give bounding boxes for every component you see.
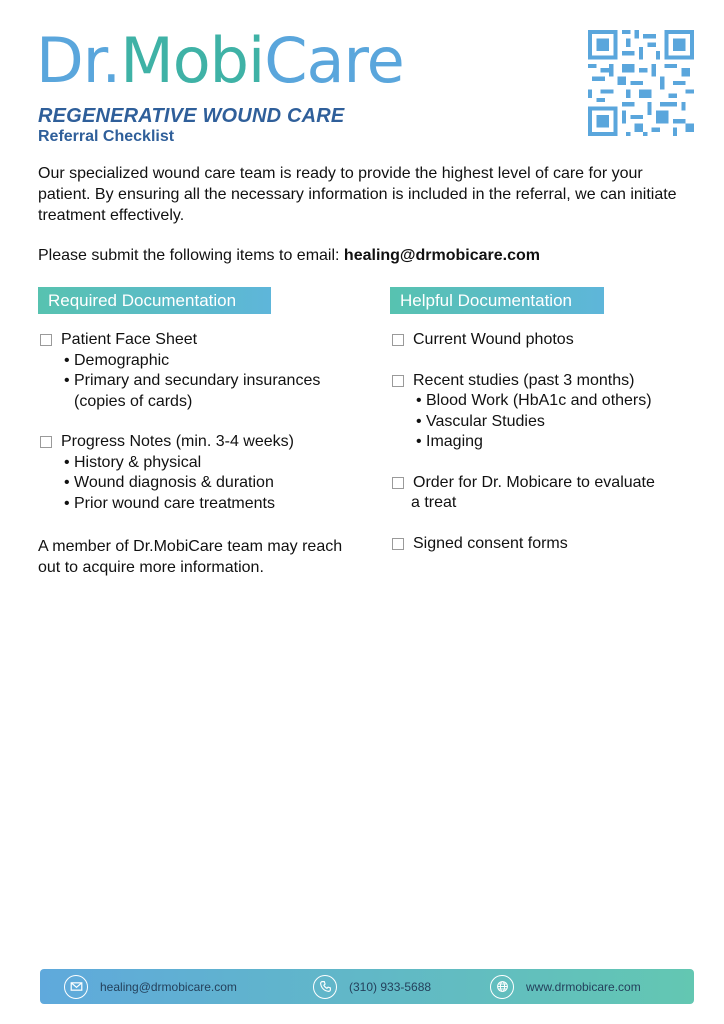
mail-icon [64, 975, 88, 999]
checklist-item[interactable] [390, 473, 700, 494]
logo-care: Care [264, 24, 404, 97]
globe-icon [490, 975, 514, 999]
page-title: REGENERATIVE WOUND CARE [38, 105, 345, 127]
sub-item: • Blood Work (HbA1c and others) [390, 391, 700, 412]
page-subtitle: Referral Checklist [38, 128, 175, 145]
helpful-documentation-list [390, 330, 700, 554]
sub-item: • Vascular Studies [390, 412, 700, 433]
checkbox[interactable] [40, 436, 52, 448]
sub-item: • Wound diagnosis & duration [38, 473, 358, 494]
submit-line [38, 247, 540, 265]
checklist-item[interactable] [390, 330, 700, 351]
checklist-item-label: Progress Notes (min. 3-4 weeks) [61, 433, 294, 450]
checklist-item-label: Patient Face Sheet [61, 331, 198, 348]
checklist-item-label: Signed consent forms [413, 534, 568, 552]
logo-mobi: Mobi [120, 24, 265, 97]
sub-item: • Primary and secundary insurances [38, 371, 358, 392]
phone-icon [313, 975, 337, 999]
checklist-item[interactable] [390, 371, 700, 392]
footer-website[interactable] [490, 969, 641, 1004]
required-documentation-heading: Required Documentation [38, 287, 271, 314]
helpful-documentation-heading: Helpful Documentation [390, 287, 604, 314]
required-documentation-list [38, 330, 358, 514]
checkbox[interactable] [40, 334, 52, 346]
footer-email-text[interactable]: healing@drmobicare.com [100, 979, 237, 994]
checkbox[interactable] [392, 375, 404, 387]
footer-website-text[interactable]: www.drmobicare.com [526, 979, 641, 994]
logo-dr: Dr. [36, 24, 121, 97]
checkbox[interactable] [392, 477, 404, 489]
checklist-item-label: Order for Dr. Mobicare to evaluate [413, 473, 655, 491]
footer-email[interactable] [64, 969, 237, 1004]
footer-phone-text[interactable]: (310) 933-5688 [349, 979, 432, 994]
checklist-item[interactable] [390, 534, 700, 555]
footer-phone[interactable] [313, 969, 431, 1004]
logo [36, 26, 404, 96]
checkbox[interactable] [392, 334, 404, 346]
checklist-item[interactable] [38, 330, 358, 351]
contact-footer [40, 969, 694, 1004]
sub-item: • Imaging [390, 432, 700, 453]
qr-code-icon [588, 30, 694, 136]
submit-email-link[interactable]: healing@drmobicare.com [343, 247, 541, 264]
checklist-item-label: Current Wound photos [413, 331, 574, 348]
sub-item: • Demographic [38, 351, 358, 372]
team-note: A member of Dr.MobiCare team may reach out to acquire more information. [38, 538, 343, 576]
submit-text: Please submit the following items to email: [38, 247, 344, 264]
checklist-item-label: Recent studies (past 3 months) [413, 371, 635, 389]
sub-item: • History & physical [38, 453, 358, 474]
checkbox[interactable] [392, 538, 404, 550]
intro-paragraph: Our specialized wound care team is ready to provide the highest level of care for your patient. By ensuring all the necessary information is included in the referral, we can initiate treatment effectively. [38, 165, 677, 224]
checklist-item-continuation: a treat [411, 494, 457, 511]
sub-item-continuation: (copies of cards) [74, 392, 193, 410]
checklist-item[interactable] [38, 432, 358, 453]
sub-item: • Prior wound care treatments [38, 494, 358, 515]
